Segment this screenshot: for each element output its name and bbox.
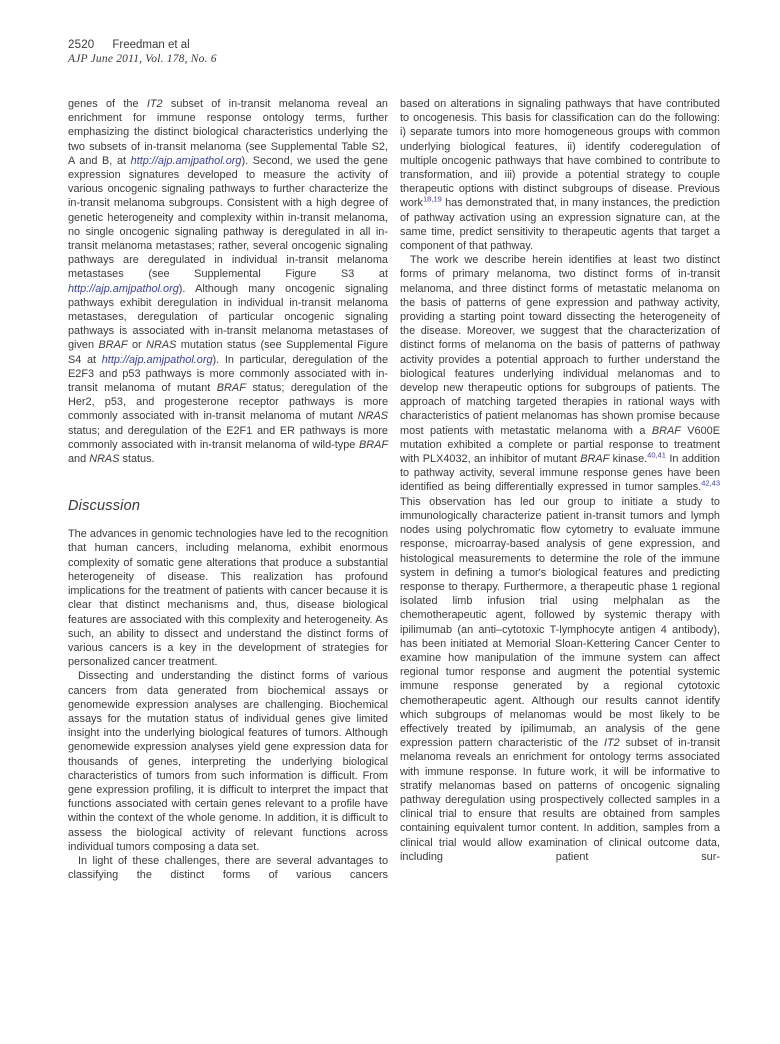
section-heading: Discussion (68, 498, 141, 515)
text-run: based on alterations in signaling pathways that have contributed to oncogenesis. This basis for classification can do the following: i) separate tumors into more homogeneous groups with common underlying biological features, ii) identify coderegulation of multiple oncogenic pathways that have combined to contribute to transformation, and iii) provide a potential strategy to couple therapeutic options with distinct subgroups of disease. Previous work (400, 98, 720, 210)
paragraph (68, 527, 388, 669)
text-run: subset of in-transit melanoma reveal an enrichment for immune response ontology terms, further emphasizing the distinct biological characteristics underlying the two subsets of in-transit melanoma (see Supplemental Table S2, A and B, at (68, 98, 388, 167)
text-run: or (127, 339, 147, 352)
text-run: and (68, 453, 90, 466)
journal-url-link[interactable]: http://ajp.amjpathol.org (130, 154, 242, 167)
text-run: The work we describe herein identifies at least two distinct forms of primary melanoma, two distinct forms of in-transit melanoma, and three distinct forms of metastatic melanoma on the basis of patterns of gene expression and pathway activity, providing a starting point toward dissecting the heterogeneity of the disease. Moreover, we suggest that the characterization of distinct forms of melanoma on the basis of patterns of pathway activity provides a potential approach to further understand the biological features underlying individual melanomas and to develop new therapeutic options for subgroups of patients. The approach of matching targeted therapies in rational ways with characteristics of patient melanomas has shown promise because most patients with metastatic melanoma with a (400, 254, 720, 437)
gene-name-italic: NRAS (89, 453, 120, 466)
gene-name-italic: NRAS (357, 410, 388, 423)
paragraph (68, 669, 388, 854)
text-run: status; deregulation of the Her2, p53, and progesterone receptor pathways is more commonly associated with in-transit melanoma of mutant (68, 382, 389, 423)
journal-citation: AJP June 2011, Vol. 178, No. 6 (68, 53, 217, 65)
running-head-line (68, 39, 217, 52)
page-number: 2520 (68, 39, 95, 51)
gene-name-italic: BRAF (580, 453, 610, 466)
paragraph (68, 854, 388, 882)
right-column (400, 97, 720, 882)
text-run: ). In particular, deregulation of the E2F3 and p53 pathways is more commonly associated with in-transit melanoma of mutant (68, 353, 388, 395)
gene-name-italic: BRAF (651, 424, 681, 437)
gene-name-italic: BRAF (98, 339, 128, 352)
journal-url-link[interactable]: http://ajp.amjpathol.org (68, 282, 179, 295)
reference-link[interactable]: 40,41 (647, 450, 666, 460)
text-run: status. (119, 453, 155, 466)
left-column (68, 97, 388, 882)
text-run: This observation has led our group to initiate a study to immunologically characterize patient in-transit tumors and lymph nodes using polychromatic flow cytometry to evaluate immune response, microarray-based analysis of gene expression, and histological measurements to determine the role of the immune system in defining a tumor's biological features and predicting response to therapy. Furthermore, a therapeutic phase 1 regional isolated limb infusion trial using melphalan as the chemotherapeutic agent, followed by systemic therapy with ipilimumab (an anti–cytotoxic T-lymphocyte antigen 4 antibody), has been initiated at Memorial Sloan-Kettering Cancer Center to examine how manipulation of the immune system can affect regional tumor response and augment the potential systemic immune response generated by a regional cytotoxic chemotherapeutic agent. Although our results cannot identify which subgroups of melanomas would be most likely to be effectively treated by ipilimumab, an analysis of the gene expression pattern characteristic of the (400, 495, 720, 750)
text-run: has demonstrated that, in many instances, the prediction of pathway activation using an expression signature can, at the same time, predict sensitivity to therapeutic agents that target a component of that pathway. (400, 197, 720, 253)
gene-name-italic: BRAF (358, 438, 388, 451)
journal-url-link[interactable]: http://ajp.amjpathol.org (101, 353, 213, 366)
text-run: mutation status (see Supplemental Figure S4 at (68, 339, 389, 366)
gene-name-italic: BRAF (216, 382, 246, 395)
text-run: genes of the (68, 98, 147, 110)
paragraph (68, 97, 388, 466)
paragraph (400, 253, 720, 864)
text-run: V600E mutation exhibited a complete or partial response to treatment with PLX4032, an inhibitor of mutant (400, 424, 720, 466)
paragraph (400, 97, 720, 253)
gene-name-italic: NRAS (146, 339, 177, 352)
text-run: kinase. (609, 453, 648, 466)
text-run: subset of in-transit melanoma reveals an enrichment for ontology terms associated with immune response. In future work, it will be informative to stratify melanomas based on patterns of oncogenic signaling pathway deregulation using prospectively collected samples in a clinical trial to ensure that results are obtained from samples containing equivalent tumor content. In addition, samples from a clinical trial would allow examination of clinical outcome data, including patient sur- (400, 737, 721, 863)
text-run: The advances in genomic technologies have led to the recognition that human cancers, including melanoma, exhibit enormous complexity of somatic gene alterations that produce a substantial heterogeneity of disease. This realization has profound implications for the treatment of patients with cancer because it is clear that distinct mechanisms and, thus, disease biological features are associated with this complexity and heterogeneity. As such, an ability to dissect and understand the distinct forms of various cancers is a key in the development of strategies for personalized cancer treatment. (68, 528, 388, 669)
gene-name-italic: IT2 (603, 737, 620, 750)
article-body (68, 97, 720, 882)
gene-name-italic: IT2 (146, 98, 163, 110)
text-run: status; and deregulation of the E2F1 and ER pathways is more commonly associated with in-transit melanoma of wild-type (68, 424, 388, 451)
running-head (68, 39, 217, 66)
text-run: In light of these challenges, there are several advantages to classifying the distinct forms of various cancers (68, 854, 388, 882)
reference-link[interactable]: 42,43 (701, 478, 720, 488)
running-authors: Freedman et al (112, 39, 190, 51)
text-run: ). Although many oncogenic signaling pathways exhibit deregulation in individual in-transit melanoma metastases, deregulation of particular oncogenic signaling pathways is associated with in-transit melanoma metastases of given (68, 282, 388, 352)
text-run: In addition to pathway activity, several immune response genes have been identified as being differentially expressed in tumor samples. (400, 453, 720, 494)
text-run: Dissecting and understanding the distinct forms of various cancers from data generated from biochemical assays or genomewide expression analyses are challenging. Biochemical assays for the mutation status of individual genes give limited insight into the underlying biological features of tumors. Although genomewide expression analyses yield gene expression data for thousands of genes, interpreting the underlying biological characteristics of tumors from such information is difficult. From gene expression profiling, it is difficult to interpret the impact that functions associated with certain genes relevant to a profile have within the context of the whole genome. In addition, it is difficult to assess the biological activity of relevant functions across individual tumors composing a data set. (68, 670, 388, 853)
reference-link[interactable]: 18,19 (423, 194, 442, 204)
text-run: ). Second, we used the gene expression signatures developed to measure the activity of various oncogenic signaling pathways to further characterize the in-transit melanoma subgroups. Consistent with a high degree of genetic heterogeneity and complexity within in-transit melanoma, no single oncogenic signaling pathway is deregulated in all in-transit melanoma metastases; rather, several oncogenic signaling pathways are deregulated in individual in-transit melanoma metastases (see Supplemental Figure S3 at (68, 154, 388, 281)
